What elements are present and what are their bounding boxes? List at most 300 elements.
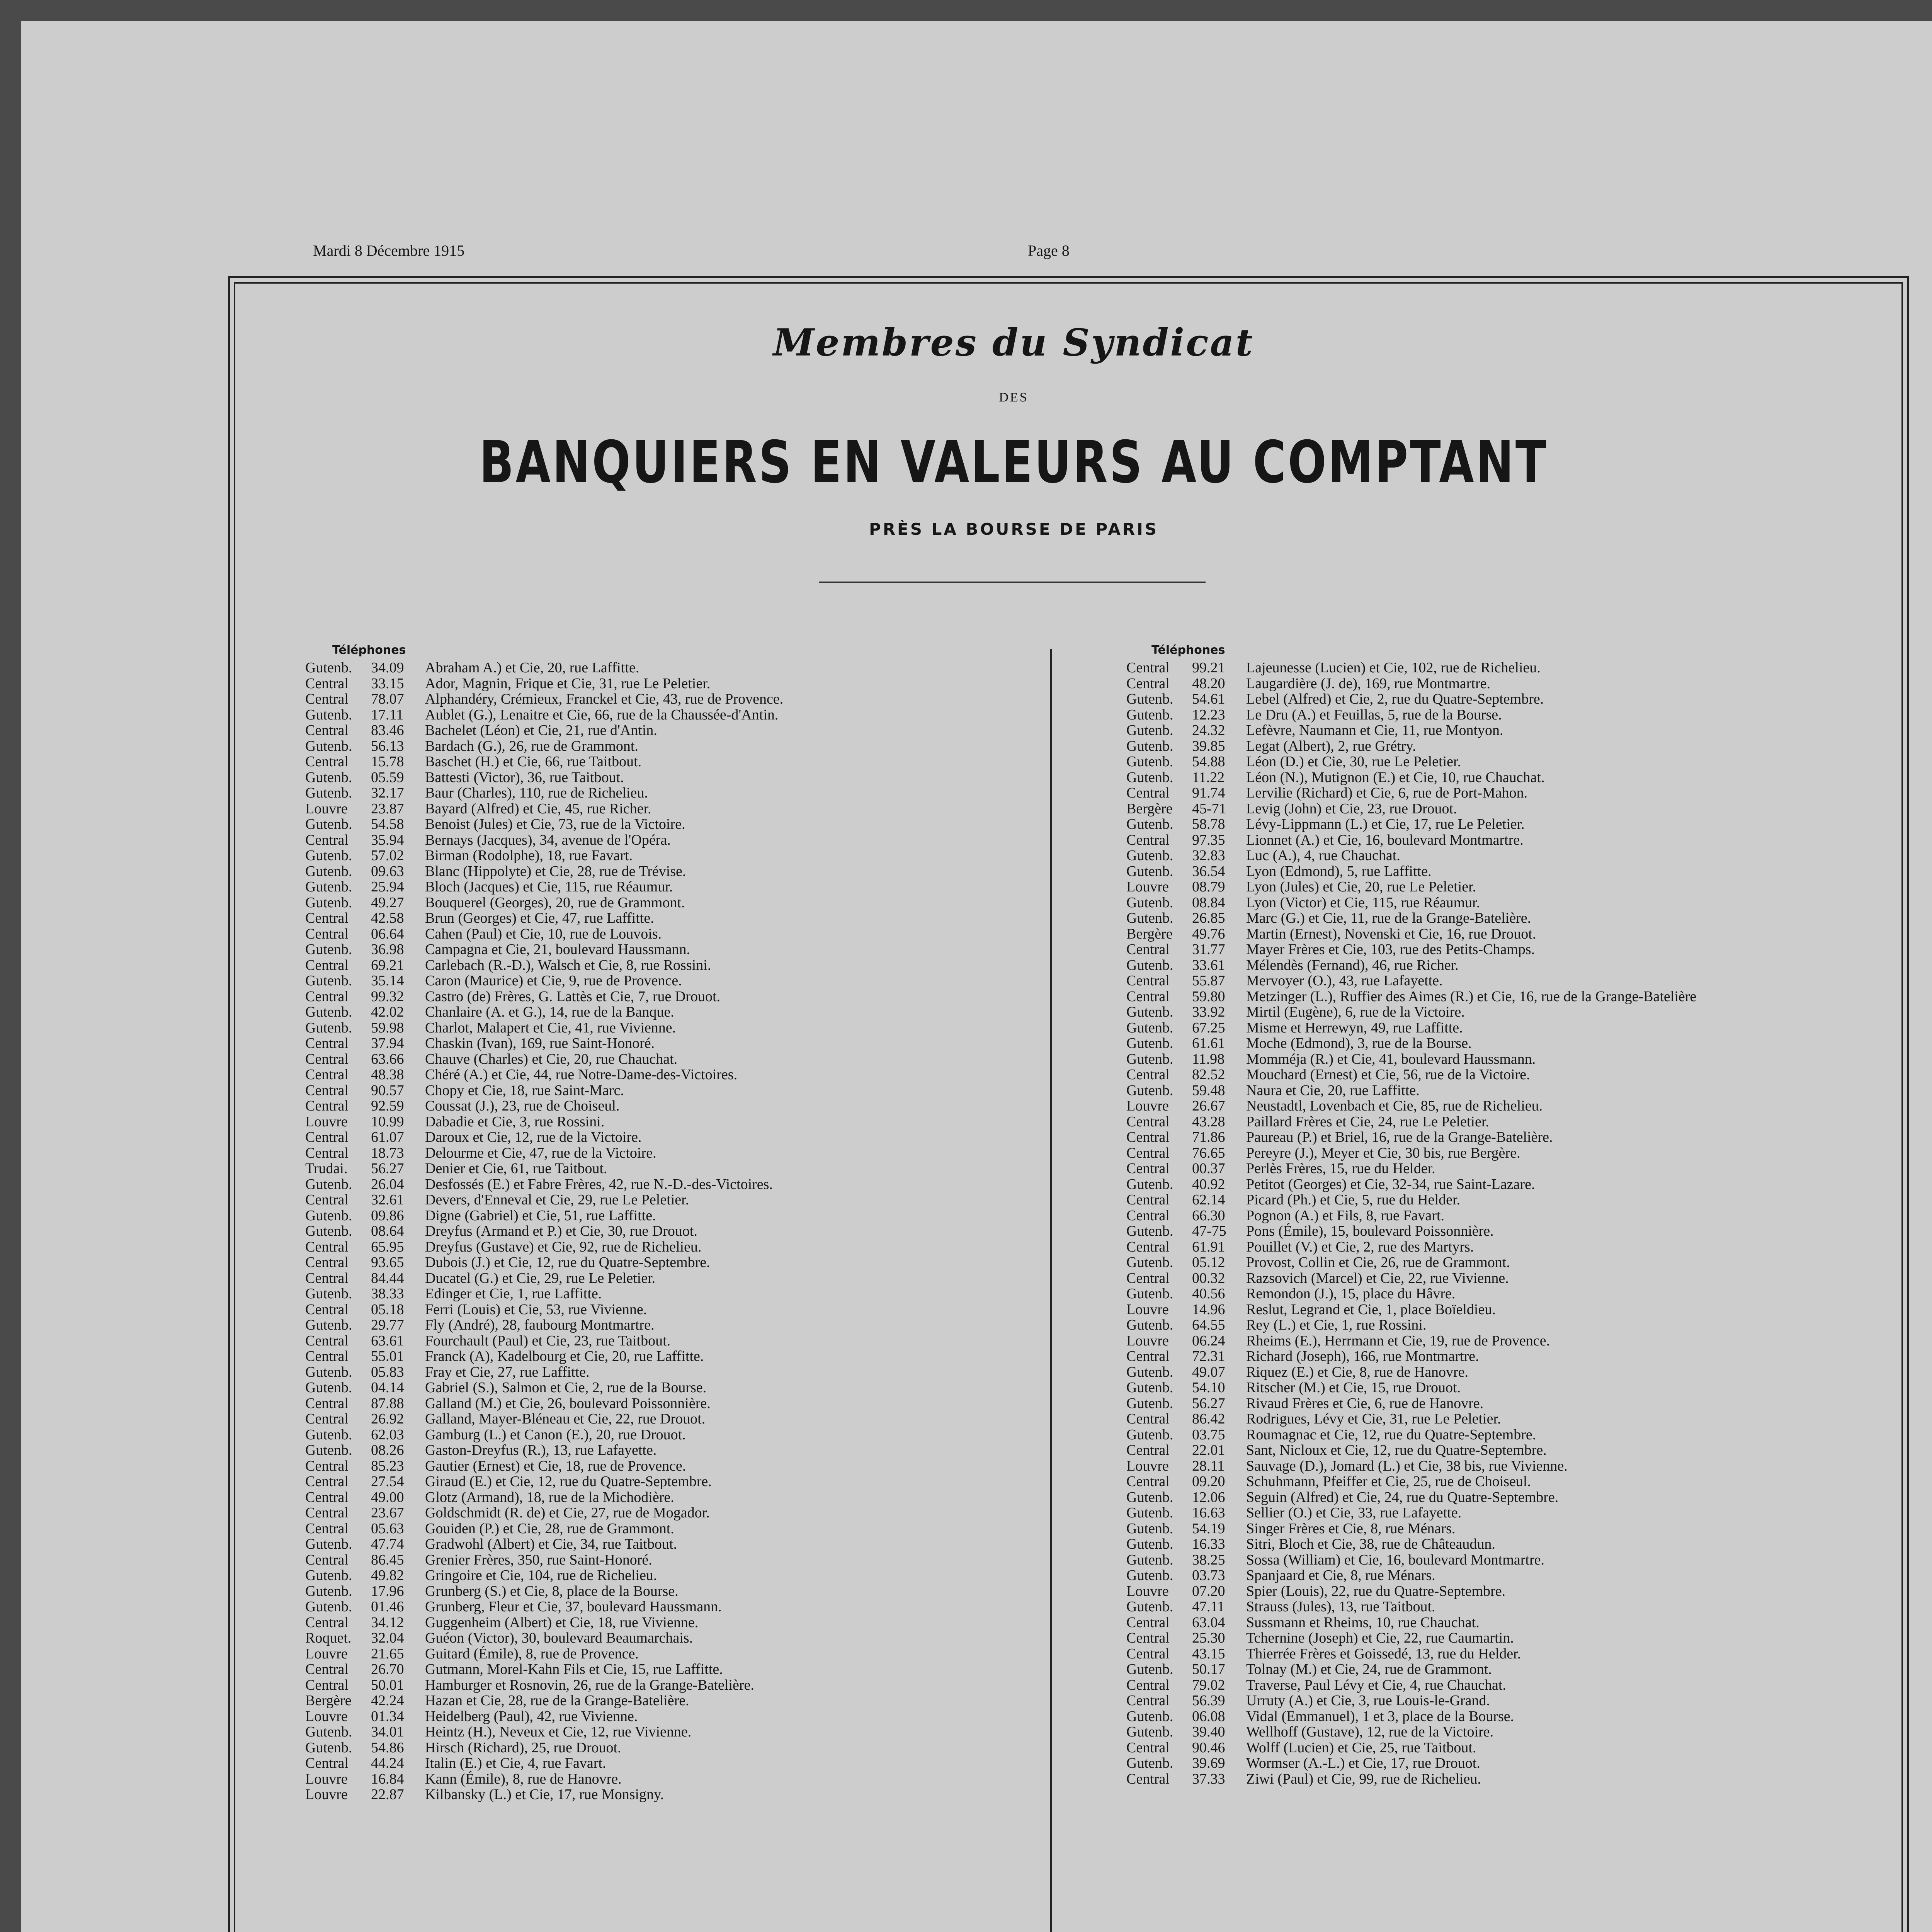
telephone-number: 05.63	[371, 1520, 404, 1537]
member-row	[1126, 973, 1833, 989]
telephone-exchange: Central	[1126, 1238, 1170, 1255]
member-entry: Kilbansky (L.) et Cie, 17, rue Monsigny.	[425, 1787, 664, 1803]
member-row	[305, 723, 1039, 738]
member-row	[305, 957, 1039, 973]
member-row	[305, 1536, 1039, 1552]
member-entry: Moche (Edmond), 3, rue de la Bourse.	[1246, 1036, 1472, 1051]
telephone-number: 05.18	[371, 1301, 404, 1318]
telephone-number: 03.73	[1192, 1567, 1225, 1583]
telephone-exchange: Central	[305, 1254, 349, 1270]
member-entry: Singer Frères et Cie, 8, rue Ménars.	[1246, 1520, 1456, 1536]
member-entry: Richard (Joseph), 166, rue Montmartre.	[1246, 1349, 1479, 1364]
telephone-exchange: Gutenb.	[1126, 847, 1173, 864]
telephone-exchange: Gutenb.	[1126, 1426, 1173, 1443]
telephone-number: 06.64	[371, 925, 404, 942]
member-entry: Fray et Cie, 27, rue Laffitte.	[425, 1364, 590, 1380]
member-entry: Reslut, Legrand et Cie, 1, place Boïeldieu.	[1246, 1301, 1496, 1317]
telephone-exchange: Central	[305, 1755, 349, 1771]
member-row	[305, 1630, 1039, 1646]
member-row	[305, 1787, 1039, 1803]
telephone-number: 05.83	[371, 1364, 404, 1380]
telephone-exchange: Central	[1126, 1207, 1170, 1224]
member-row	[305, 1333, 1039, 1349]
member-row	[1126, 1630, 1833, 1646]
member-entry: Sitri, Bloch et Cie, 38, rue de Châteaudun.	[1246, 1536, 1495, 1552]
telephone-number: 07.20	[1192, 1583, 1225, 1599]
member-entry: Dreyfus (Armand et P.) et Cie, 30, rue Drouot.	[425, 1223, 697, 1239]
member-row	[1126, 942, 1833, 957]
telephone-number: 63.61	[371, 1332, 404, 1349]
telephone-number: 62.03	[371, 1426, 404, 1443]
telephone-number: 40.92	[1192, 1176, 1225, 1192]
member-entry: Daroux et Cie, 12, rue de la Victoire.	[425, 1129, 642, 1145]
member-entry: Laugardière (J. de), 169, rue Montmartre.	[1246, 675, 1491, 691]
telephone-exchange: Central	[305, 1411, 349, 1427]
member-entry: Misme et Herrewyn, 49, rue Laffitte.	[1246, 1020, 1463, 1036]
member-entry: Momméja (R.) et Cie, 41, boulevard Haussmann.	[1246, 1051, 1536, 1067]
telephone-number: 61.61	[1192, 1035, 1225, 1051]
telephone-exchange: Gutenb.	[1126, 1176, 1173, 1192]
telephone-number: 40.56	[1192, 1286, 1225, 1302]
telephone-number: 42.58	[371, 910, 404, 926]
member-entry: Ritscher (M.) et Cie, 15, rue Drouot.	[1246, 1380, 1461, 1396]
telephone-number: 09.20	[1192, 1473, 1225, 1490]
member-row	[305, 676, 1039, 692]
member-entry: Marc (G.) et Cie, 11, rue de la Grange-Batelière.	[1246, 910, 1531, 926]
member-entry: Glotz (Armand), 18, rue de la Michodière.	[425, 1489, 674, 1505]
member-row	[1126, 1662, 1833, 1677]
member-row	[305, 1583, 1039, 1599]
member-row	[1126, 1755, 1833, 1771]
telephone-exchange: Gutenb.	[1126, 1317, 1173, 1333]
member-entry: Edinger et Cie, 1, rue Laffitte.	[425, 1286, 602, 1302]
telephone-exchange: Gutenb.	[1126, 722, 1173, 738]
member-row	[1126, 723, 1833, 738]
telephone-exchange: Gutenb.	[305, 941, 352, 957]
telephone-exchange: Louvre	[1126, 1583, 1169, 1599]
telephone-exchange: Gutenb.	[305, 1207, 352, 1224]
telephone-exchange: Central	[1126, 1411, 1170, 1427]
telephone-exchange: Gutenb.	[305, 769, 352, 786]
member-entry: Grunberg (S.) et Cie, 8, place de la Bourse.	[425, 1583, 679, 1599]
member-entry: Sauvage (D.), Jomard (L.) et Cie, 38 bis, rue Vivienne.	[1246, 1458, 1568, 1474]
telephone-number: 54.61	[1192, 691, 1225, 707]
member-entry: Paureau (P.) et Briel, 16, rue de la Grange-Batelière.	[1246, 1129, 1553, 1145]
member-row	[305, 1208, 1039, 1224]
telephone-exchange: Gutenb.	[1126, 816, 1173, 832]
header-date: Mardi 8 Décembre 1915	[313, 242, 465, 259]
member-row	[1126, 1161, 1833, 1177]
member-row	[305, 707, 1039, 723]
member-entry: Tchernine (Joseph) et Cie, 22, rue Caumartin.	[1246, 1630, 1514, 1646]
telephone-number: 03.75	[1192, 1426, 1225, 1443]
telephone-exchange: Louvre	[1126, 1098, 1169, 1114]
telephone-exchange: Gutenb.	[1126, 753, 1173, 770]
member-entry: Alphandéry, Crémieux, Franckel et Cie, 43, rue de Provence.	[425, 691, 784, 707]
telephone-number: 17.11	[371, 706, 404, 723]
telephone-exchange: Gutenb.	[305, 1286, 352, 1302]
telephone-exchange: Gutenb.	[1126, 706, 1173, 723]
member-row	[1126, 1036, 1833, 1051]
telephone-number: 92.59	[371, 1098, 404, 1114]
member-entry: Mouchard (Ernest) et Cie, 56, rue de la Victoire.	[1246, 1067, 1530, 1083]
telephone-exchange: Louvre	[305, 800, 348, 817]
member-entry: Caron (Maurice) et Cie, 9, rue de Provence.	[425, 973, 682, 989]
telephone-exchange: Bergère	[1126, 800, 1173, 817]
telephone-exchange: Gutenb.	[305, 816, 352, 832]
member-row	[1126, 895, 1833, 911]
member-entry: Ador, Magnin, Frique et Cie, 31, rue Le Peletier.	[425, 675, 711, 691]
telephone-number: 48.20	[1192, 675, 1225, 692]
member-row	[1126, 879, 1833, 895]
ornament-rule	[819, 582, 1206, 583]
member-row	[305, 1427, 1039, 1443]
telephone-exchange: Central	[1126, 785, 1170, 801]
member-entry: Baschet (H.) et Cie, 66, rue Taitbout.	[425, 754, 642, 770]
member-list-right	[1126, 660, 1833, 1787]
title-main: BANQUIERS EN VALEURS AU COMPTANT	[479, 429, 1548, 496]
telephone-number: 90.57	[371, 1082, 404, 1099]
member-entry: Carlebach (R.-D.), Walsch et Cie, 8, rue Rossini.	[425, 957, 711, 973]
telephone-number: 93.65	[371, 1254, 404, 1270]
member-row	[305, 1442, 1039, 1458]
member-entry: Metzinger (L.), Ruffier des Aimes (R.) et Cie, 16, rue de la Grange-Batelière	[1246, 988, 1697, 1004]
telephone-number: 90.46	[1192, 1739, 1225, 1756]
telephone-number: 16.63	[1192, 1505, 1225, 1521]
telephone-number: 36.98	[371, 941, 404, 957]
telephone-exchange: Gutenb.	[1126, 1035, 1173, 1051]
member-entry: Bernays (Jacques), 34, avenue de l'Opéra.	[425, 832, 671, 848]
telephone-number: 87.88	[371, 1395, 404, 1412]
telephone-exchange: Central	[1126, 1739, 1170, 1756]
telephone-number: 56.39	[1192, 1692, 1225, 1709]
telephone-number: 26.67	[1192, 1098, 1225, 1114]
telephone-number: 32.61	[371, 1192, 404, 1208]
telephone-number: 99.21	[1192, 660, 1225, 676]
member-row	[305, 1098, 1039, 1114]
member-row	[1126, 1771, 1833, 1787]
member-entry: Spier (Louis), 22, rue du Quatre-Septembre.	[1246, 1583, 1506, 1599]
member-entry: Benoist (Jules) et Cie, 73, rue de la Victoire.	[425, 816, 685, 832]
telephone-number: 28.11	[1192, 1458, 1225, 1474]
telephone-number: 47.11	[1192, 1599, 1225, 1615]
telephone-exchange: Central	[1126, 1145, 1170, 1161]
telephone-number: 09.86	[371, 1207, 404, 1224]
member-row	[1126, 926, 1833, 942]
member-row	[305, 1177, 1039, 1192]
telephone-number: 59.98	[371, 1019, 404, 1036]
member-entry: Heidelberg (Paul), 42, rue Vivienne.	[425, 1708, 638, 1724]
telephone-number: 33.61	[1192, 957, 1225, 973]
member-entry: Sossa (William) et Cie, 16, boulevard Montmartre.	[1246, 1552, 1545, 1568]
member-entry: Guggenheim (Albert) et Cie, 18, rue Vivienne.	[425, 1614, 699, 1630]
member-row	[305, 1255, 1039, 1270]
member-row	[1126, 1677, 1833, 1693]
telephone-exchange: Gutenb.	[305, 1364, 352, 1380]
member-row	[305, 1161, 1039, 1177]
member-row	[305, 989, 1039, 1005]
member-row	[305, 879, 1039, 895]
telephone-number: 44.24	[371, 1755, 404, 1771]
member-entry: Abraham A.) et Cie, 20, rue Laffitte.	[425, 660, 639, 676]
telephone-number: 37.94	[371, 1035, 404, 1051]
member-entry: Traverse, Paul Lévy et Cie, 4, rue Chauchat.	[1246, 1677, 1506, 1693]
telephone-exchange: Central	[305, 1395, 349, 1412]
member-entry: Schuhmann, Pfeiffer et Cie, 25, rue de Choiseul.	[1246, 1474, 1531, 1490]
member-row	[305, 1740, 1039, 1756]
telephone-number: 33.92	[1192, 1004, 1225, 1020]
telephone-number: 06.24	[1192, 1332, 1225, 1349]
member-entry: Rodrigues, Lévy et Cie, 31, rue Le Peletier.	[1246, 1411, 1501, 1427]
telephone-exchange: Louvre	[305, 1645, 348, 1662]
telephone-exchange: Louvre	[305, 1113, 348, 1130]
member-row	[305, 1771, 1039, 1787]
member-row	[1126, 1505, 1833, 1521]
member-entry: Paillard Frères et Cie, 24, rue Le Peletier.	[1246, 1114, 1489, 1129]
member-row	[1126, 1411, 1833, 1427]
telephone-exchange: Central	[1126, 1192, 1170, 1208]
member-row	[1126, 1396, 1833, 1412]
member-entry: Urruty (A.) et Cie, 3, rue Louis-le-Grand.	[1246, 1693, 1490, 1709]
member-entry: Petitot (Georges) et Cie, 32-34, rue Saint-Lazare.	[1246, 1176, 1535, 1192]
telephone-exchange: Central	[305, 1473, 349, 1490]
telephone-exchange: Gutenb.	[305, 973, 352, 989]
telephone-number: 39.40	[1192, 1724, 1225, 1740]
telephone-exchange: Gutenb.	[305, 1583, 352, 1599]
telephone-number: 34.01	[371, 1724, 404, 1740]
member-row	[1126, 848, 1833, 864]
member-entry: Dubois (J.) et Cie, 12, rue du Quatre-Septembre.	[425, 1255, 710, 1270]
telephone-number: 06.08	[1192, 1708, 1225, 1725]
member-entry: Chauve (Charles) et Cie, 20, rue Chauchat.	[425, 1051, 678, 1067]
member-entry: Galland, Mayer-Bléneau et Cie, 22, rue Drouot.	[425, 1411, 706, 1427]
member-row	[1126, 691, 1833, 707]
member-entry: Lervilie (Richard) et Cie, 6, rue de Port-Mahon.	[1246, 785, 1528, 801]
member-row	[1126, 1427, 1833, 1443]
telephone-number: 54.88	[1192, 753, 1225, 770]
telephone-exchange: Central	[305, 1098, 349, 1114]
member-entry: Mélendès (Fernand), 46, rue Richer.	[1246, 957, 1459, 973]
telephone-exchange: Central	[305, 1505, 349, 1521]
telephone-number: 49.27	[371, 894, 404, 911]
telephone-exchange: Louvre	[1126, 1458, 1169, 1474]
member-row	[305, 1677, 1039, 1693]
telephone-exchange: Central	[305, 1066, 349, 1083]
member-row	[305, 1552, 1039, 1568]
member-entry: Heintz (H.), Neveux et Cie, 12, rue Vivienne.	[425, 1724, 692, 1740]
member-entry: Hirsch (Richard), 25, rue Drouot.	[425, 1740, 621, 1755]
telephone-number: 54.58	[371, 816, 404, 832]
member-row	[1126, 1098, 1833, 1114]
telephone-exchange: Central	[1126, 660, 1170, 676]
telephone-exchange: Gutenb.	[305, 1599, 352, 1615]
member-entry: Vidal (Emmanuel), 1 et 3, place de la Bourse.	[1246, 1708, 1514, 1724]
telephone-number: 38.33	[371, 1286, 404, 1302]
member-entry: Lajeunesse (Lucien) et Cie, 102, rue de Richelieu.	[1246, 660, 1541, 676]
member-row	[1126, 1599, 1833, 1615]
telephone-number: 47.74	[371, 1536, 404, 1552]
member-row	[305, 942, 1039, 957]
member-entry: Le Dru (A.) et Feuillas, 5, rue de la Bourse.	[1246, 707, 1502, 723]
member-entry: Pereyre (J.), Meyer et Cie, 30 bis, rue Bergère.	[1246, 1145, 1520, 1161]
member-entry: Thierrée Frères et Goissedé, 13, rue du Helder.	[1246, 1646, 1521, 1662]
member-row	[1126, 1255, 1833, 1270]
telephone-exchange: Central	[1126, 675, 1170, 692]
member-entry: Sellier (O.) et Cie, 33, rue Lafayette.	[1246, 1505, 1462, 1521]
member-row	[305, 1020, 1039, 1036]
member-row	[1126, 1333, 1833, 1349]
telephone-exchange: Central	[1126, 1645, 1170, 1662]
telephone-number: 01.46	[371, 1599, 404, 1615]
member-row	[305, 1474, 1039, 1490]
member-row	[305, 1286, 1039, 1302]
member-row	[305, 864, 1039, 879]
telephone-number: 66.30	[1192, 1207, 1225, 1224]
telephone-exchange: Central	[305, 1082, 349, 1099]
telephone-exchange: Gutenb.	[1126, 894, 1173, 911]
telephone-exchange: Central	[305, 1551, 349, 1568]
member-row	[305, 1004, 1039, 1020]
telephone-number: 29.77	[371, 1317, 404, 1333]
telephone-number: 78.07	[371, 691, 404, 707]
member-row	[305, 910, 1039, 926]
member-entry: Franck (A), Kadelbourg et Cie, 20, rue Laffitte.	[425, 1349, 704, 1364]
telephone-exchange: Gutenb.	[1126, 1724, 1173, 1740]
right-column-heading: Téléphones	[1151, 643, 1225, 657]
member-row	[1126, 1145, 1833, 1161]
member-entry: Gaston-Dreyfus (R.), 13, rue Lafayette.	[425, 1442, 657, 1458]
member-entry: Ziwi (Paul) et Cie, 99, rue de Richelieu.	[1246, 1771, 1481, 1787]
telephone-number: 49.00	[371, 1489, 404, 1505]
telephone-exchange: Gutenb.	[305, 785, 352, 801]
telephone-number: 23.67	[371, 1505, 404, 1521]
telephone-exchange: Gutenb.	[305, 660, 352, 676]
member-row	[1126, 1568, 1833, 1583]
telephone-number: 36.54	[1192, 863, 1225, 879]
telephone-number: 97.35	[1192, 832, 1225, 848]
member-row	[1126, 1583, 1833, 1599]
member-row	[1126, 1693, 1833, 1709]
telephone-number: 32.17	[371, 785, 404, 801]
telephone-number: 11.98	[1192, 1051, 1225, 1067]
member-entry: Ducatel (G.) et Cie, 29, rue Le Peletier.	[425, 1270, 656, 1286]
member-entry: Guéon (Victor), 30, boulevard Beaumarchais.	[425, 1630, 693, 1646]
member-entry: Denier et Cie, 61, rue Taitbout.	[425, 1161, 607, 1177]
member-row	[1126, 1020, 1833, 1036]
member-row	[1126, 801, 1833, 817]
member-entry: Wormser (A.-L.) et Cie, 17, rue Drouot.	[1246, 1755, 1480, 1771]
title-subtitle: PRÈS LA BOURSE DE PARIS	[869, 520, 1159, 539]
member-row	[305, 1662, 1039, 1677]
member-entry: Chéré (A.) et Cie, 44, rue Notre-Dame-des-Victoires.	[425, 1067, 738, 1083]
telephone-exchange: Gutenb.	[305, 1536, 352, 1552]
member-entry: Cahen (Paul) et Cie, 10, rue de Louvois.	[425, 926, 662, 942]
telephone-number: 15.78	[371, 753, 404, 770]
member-entry: Digne (Gabriel) et Cie, 51, rue Laffitte.	[425, 1208, 656, 1223]
telephone-exchange: Gutenb.	[1126, 1395, 1173, 1412]
telephone-exchange: Gutenb.	[1126, 1599, 1173, 1615]
telephone-exchange: Gutenb.	[1126, 691, 1173, 707]
running-header	[313, 242, 1530, 265]
member-entry: Dabadie et Cie, 3, rue Rossini.	[425, 1114, 605, 1129]
telephone-number: 55.01	[371, 1348, 404, 1364]
member-row	[305, 1709, 1039, 1725]
member-entry: Martin (Ernest), Novenski et Cie, 16, rue Drouot.	[1246, 926, 1536, 942]
member-row	[1126, 1270, 1833, 1286]
member-entry: Wolff (Lucien) et Cie, 25, rue Taitbout.	[1246, 1740, 1476, 1755]
member-row	[1126, 1223, 1833, 1239]
member-row	[305, 1724, 1039, 1740]
member-row	[305, 1364, 1039, 1380]
telephone-exchange: Central	[305, 957, 349, 973]
member-row	[305, 1411, 1039, 1427]
telephone-number: 91.74	[1192, 785, 1225, 801]
member-entry: Razsovich (Marcel) et Cie, 22, rue Vivienne.	[1246, 1270, 1509, 1286]
member-entry: Rey (L.) et Cie, 1, rue Rossini.	[1246, 1317, 1427, 1333]
telephone-number: 56.13	[371, 738, 404, 754]
title-line2: DES	[999, 390, 1029, 405]
telephone-exchange: Central	[1126, 1129, 1170, 1145]
telephone-exchange: Gutenb.	[1126, 1223, 1173, 1239]
member-row	[305, 1129, 1039, 1145]
telephone-exchange: Central	[305, 1051, 349, 1067]
member-entry: Rivaud Frères et Cie, 6, rue de Hanovre.	[1246, 1395, 1484, 1411]
telephone-number: 09.63	[371, 863, 404, 879]
telephone-exchange: Central	[305, 1348, 349, 1364]
telephone-exchange: Gutenb.	[1126, 1661, 1173, 1677]
telephone-number: 11.22	[1192, 769, 1225, 786]
member-row	[305, 1490, 1039, 1505]
telephone-number: 76.65	[1192, 1145, 1225, 1161]
member-row	[1126, 1474, 1833, 1490]
telephone-exchange: Gutenb.	[305, 1724, 352, 1740]
member-entry: Fourchault (Paul) et Cie, 23, rue Taitbout.	[425, 1333, 671, 1349]
member-entry: Naura et Cie, 20, rue Laffitte.	[1246, 1082, 1420, 1098]
telephone-number: 34.09	[371, 660, 404, 676]
member-row	[305, 1317, 1039, 1333]
telephone-number: 17.96	[371, 1583, 404, 1599]
telephone-exchange: Central	[305, 925, 349, 942]
member-entry: Gouiden (P.) et Cie, 28, rue de Grammont.	[425, 1520, 674, 1536]
member-entry: Castro (de) Frères, G. Lattès et Cie, 7, rue Drouot.	[425, 988, 721, 1004]
member-entry: Chopy et Cie, 18, rue Saint-Marc.	[425, 1082, 624, 1098]
telephone-number: 31.77	[1192, 941, 1225, 957]
telephone-number: 54.86	[371, 1739, 404, 1756]
member-row	[305, 1755, 1039, 1771]
header-page: Page 8	[1028, 242, 1070, 259]
telephone-number: 82.52	[1192, 1066, 1225, 1083]
telephone-number: 25.30	[1192, 1630, 1225, 1646]
member-entry: Galland (M.) et Cie, 26, boulevard Poissonnière.	[425, 1395, 711, 1411]
telephone-exchange: Louvre	[1126, 1332, 1169, 1349]
member-row	[1126, 660, 1833, 676]
telephone-exchange: Central	[305, 1661, 349, 1677]
member-row	[1126, 832, 1833, 848]
telephone-number: 39.69	[1192, 1755, 1225, 1771]
telephone-number: 65.95	[371, 1238, 404, 1255]
member-row	[1126, 770, 1833, 786]
member-row	[305, 1192, 1039, 1208]
member-row	[305, 801, 1039, 817]
telephone-number: 86.42	[1192, 1411, 1225, 1427]
telephone-number: 05.12	[1192, 1254, 1225, 1270]
telephone-exchange: Gutenb.	[305, 847, 352, 864]
member-row	[1126, 1192, 1833, 1208]
member-row	[305, 973, 1039, 989]
member-entry: Luc (A.), 4, rue Chauchat.	[1246, 848, 1400, 864]
member-entry: Grenier Frères, 350, rue Saint-Honoré.	[425, 1552, 652, 1568]
member-entry: Giraud (E.) et Cie, 12, rue du Quatre-Septembre.	[425, 1474, 712, 1490]
